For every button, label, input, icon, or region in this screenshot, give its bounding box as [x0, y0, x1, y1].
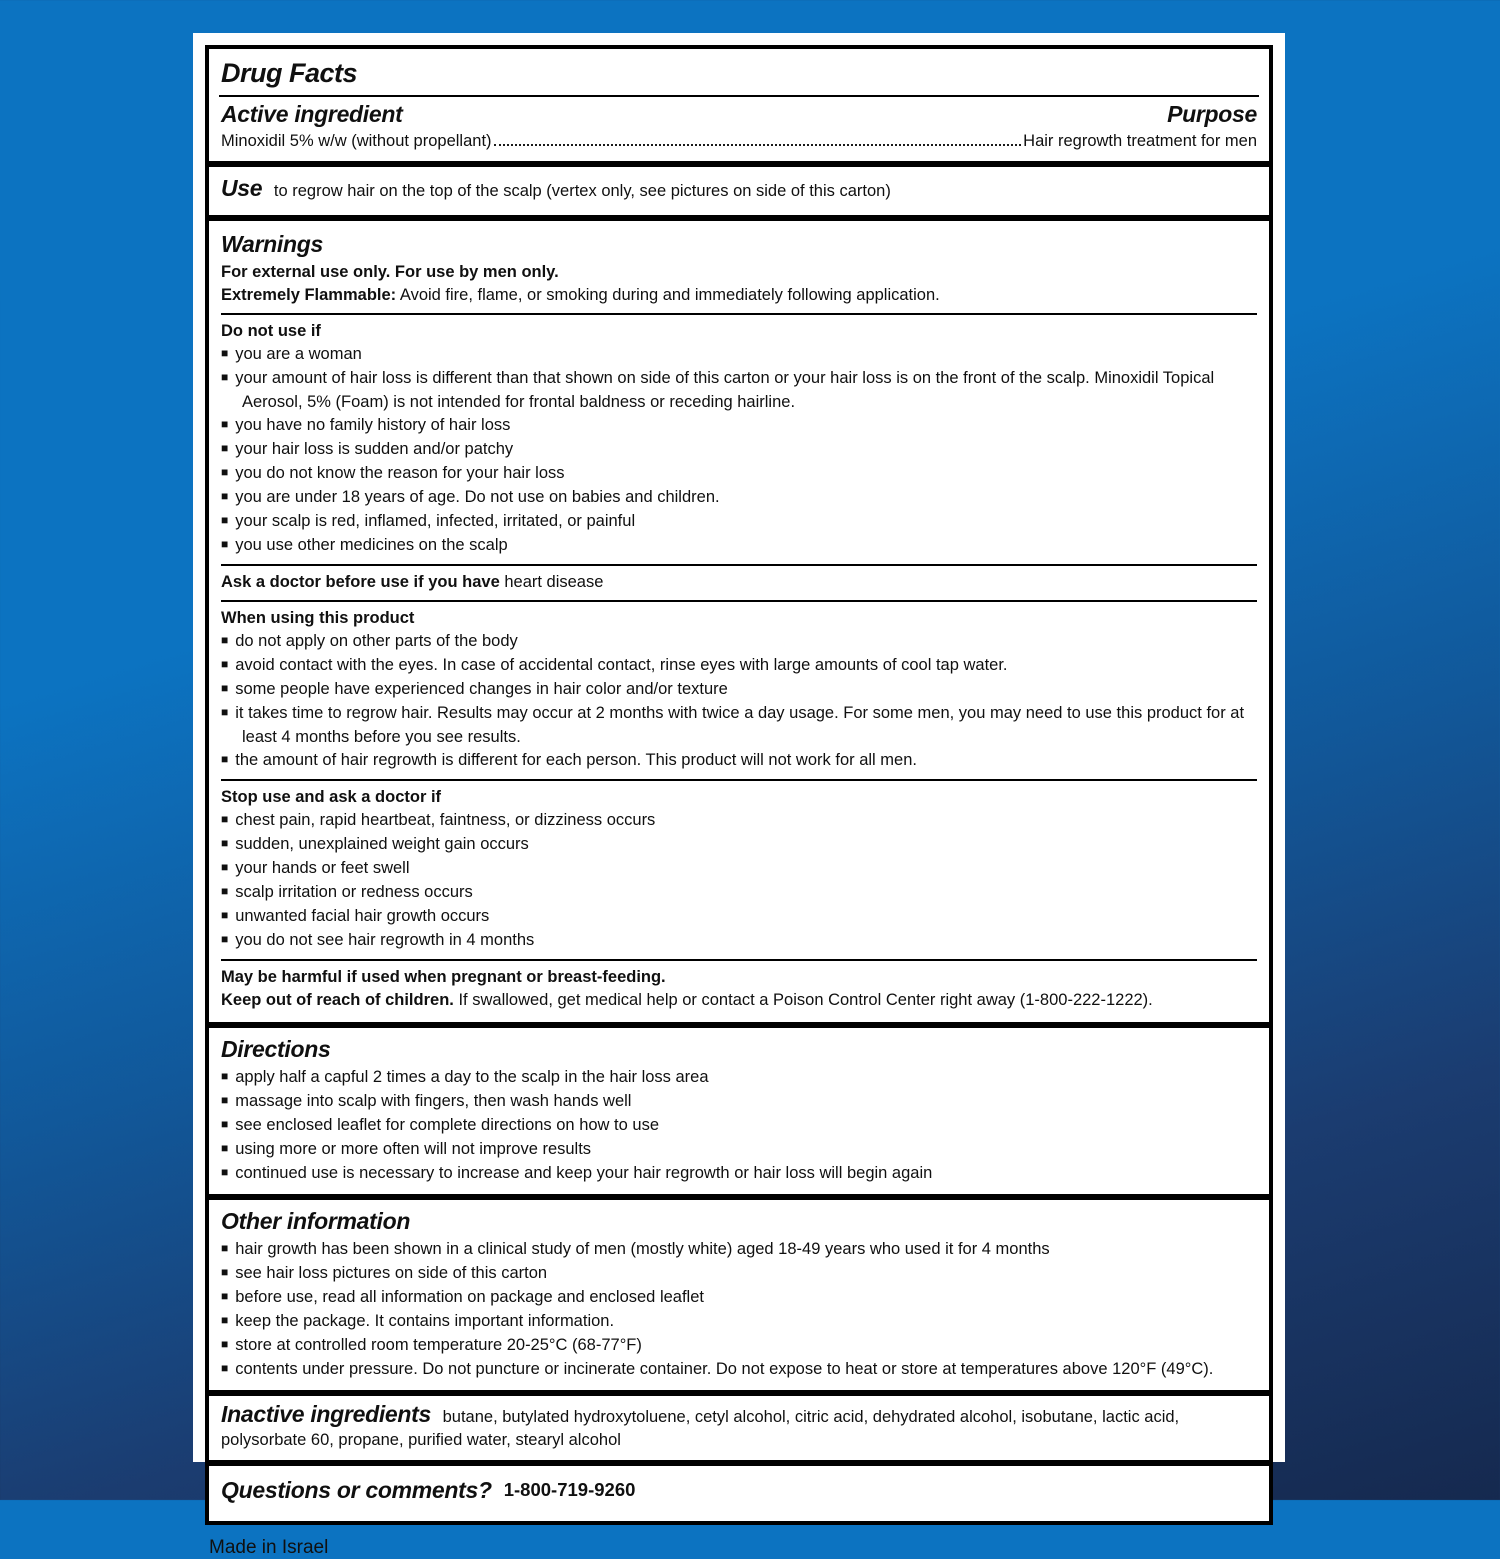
when-using-list — [221, 630, 1257, 773]
list-item — [221, 857, 1257, 881]
bullet-square-icon: ■ — [221, 1069, 229, 1083]
bullet-text: your amount of hair loss is different than that shown on side of this carton or your hair loss is on the front of the scalp. Minoxidil Topical Aerosol, 5% (Foam) is not intended for frontal baldness or receding hairline. — [235, 369, 1215, 411]
bullet-square-icon: ■ — [221, 370, 229, 384]
bullet-text: you do not know the reason for your hair loss — [235, 464, 565, 482]
bullet-square-icon: ■ — [221, 705, 229, 719]
bullet-text: massage into scalp with fingers, then wash hands well — [235, 1092, 632, 1110]
bullet-square-icon: ■ — [221, 417, 229, 431]
bullet-text: before use, read all information on package and enclosed leaflet — [235, 1288, 704, 1306]
warnings-heading: Warnings — [221, 231, 323, 257]
inactive-ingredients-text: butane, butylated hydroxytoluene, cetyl alcohol, citric acid, dehydrated alcohol, isobutane, lactic acid, polysorbate 60, propane, purified water, stearyl alcohol — [221, 1408, 1180, 1449]
bullet-square-icon: ■ — [221, 1337, 229, 1351]
bullet-text: see hair loss pictures on side of this carton — [235, 1264, 548, 1282]
ask-doctor-lead: Ask a doctor before use if you have — [221, 573, 500, 591]
ask-doctor-rest: heart disease — [504, 573, 604, 591]
bullet-square-icon: ■ — [221, 932, 229, 946]
bullet-text: store at controlled room temperature 20-25°C (68-77°F) — [235, 1336, 642, 1354]
bullet-text: you are a woman — [235, 345, 362, 363]
directions-list — [221, 1066, 1257, 1186]
bullet-text: your scalp is red, inflamed, infected, irritated, or painful — [235, 512, 636, 530]
list-item — [221, 343, 1257, 367]
list-item — [221, 367, 1257, 414]
flammable-lead: Extremely Flammable: — [221, 286, 397, 304]
bullet-square-icon: ■ — [221, 513, 229, 527]
inactive-ingredients-line — [221, 1403, 1257, 1452]
bullet-square-icon: ■ — [221, 1361, 229, 1375]
bullet-text: avoid contact with the eyes. In case of accidental contact, rinse eyes with large amounts of cool tap water. — [235, 656, 1008, 674]
bullet-square-icon: ■ — [221, 884, 229, 898]
bullet-text: continued use is necessary to increase and keep your hair regrowth or hair loss will begin again — [235, 1164, 933, 1182]
bullet-text: the amount of hair regrowth is different for each person. This product will not work for all men. — [235, 751, 917, 769]
list-item — [221, 678, 1257, 702]
section-warnings — [209, 215, 1269, 1022]
bullet-square-icon: ■ — [221, 657, 229, 671]
bullet-square-icon: ■ — [221, 812, 229, 826]
bullet-text: some people have experienced changes in hair color and/or texture — [235, 680, 728, 698]
do-not-use-heading: Do not use if — [221, 322, 321, 340]
section-title-active — [209, 49, 1269, 161]
bullet-square-icon: ■ — [221, 633, 229, 647]
bullet-text: contents under pressure. Do not puncture or incinerate container. Do not expose to heat or store at temperatures above 120°F (49°C). — [235, 1360, 1214, 1378]
list-item — [221, 749, 1257, 773]
bullet-text: do not apply on other parts of the body — [235, 632, 518, 650]
list-item — [221, 1066, 1257, 1090]
section-questions — [209, 1460, 1269, 1521]
section-other-information — [209, 1194, 1269, 1390]
active-ingredient-heading: Active ingredient — [221, 101, 403, 127]
bullet-text: apply half a capful 2 times a day to the scalp in the hair loss area — [235, 1068, 709, 1086]
list-item — [221, 1138, 1257, 1162]
bullet-text: using more or more often will not improve results — [235, 1140, 592, 1158]
list-item — [221, 905, 1257, 929]
stop-use-list — [221, 809, 1257, 953]
drug-facts-box — [205, 45, 1273, 1525]
list-item — [221, 654, 1257, 678]
list-item — [221, 1238, 1257, 1262]
ask-doctor-subsection — [221, 564, 1257, 600]
inactive-ingredients-heading: Inactive ingredients — [221, 1401, 432, 1427]
list-item — [221, 534, 1257, 558]
directions-heading: Directions — [221, 1036, 331, 1062]
purpose-value: Hair regrowth treatment for men — [1023, 132, 1257, 150]
use-text: to regrow hair on the top of the scalp (vertex only, see pictures on side of this carton) — [273, 182, 891, 200]
list-item — [221, 833, 1257, 857]
section-use — [209, 161, 1269, 215]
list-item — [221, 1114, 1257, 1138]
bullet-square-icon: ■ — [221, 1117, 229, 1131]
bullet-square-icon: ■ — [221, 1313, 229, 1327]
bullet-square-icon: ■ — [221, 1289, 229, 1303]
questions-heading: Questions or comments? — [221, 1477, 492, 1503]
list-item — [221, 881, 1257, 905]
bullet-text: unwanted facial hair growth occurs — [235, 907, 490, 925]
list-item — [221, 630, 1257, 654]
bullet-square-icon: ■ — [221, 1165, 229, 1179]
do-not-use-subsection — [221, 313, 1257, 564]
list-item — [221, 438, 1257, 462]
keep-out-line — [221, 989, 1257, 1012]
bullet-square-icon: ■ — [221, 752, 229, 766]
use-line — [221, 174, 1257, 207]
bullet-text: sudden, unexplained weight gain occurs — [235, 835, 529, 853]
bullet-text: see enclosed leaflet for complete directions on how to use — [235, 1116, 659, 1134]
list-item — [221, 1286, 1257, 1310]
bullet-square-icon: ■ — [221, 537, 229, 551]
bullet-square-icon: ■ — [221, 489, 229, 503]
bullet-text: it takes time to regrow hair. Results may occur at 2 months with twice a day usage. For some men, you may need to use this product for at least 4 months before you see results. — [235, 704, 1245, 746]
bullet-square-icon: ■ — [221, 1093, 229, 1107]
bullet-text: scalp irritation or redness occurs — [235, 883, 473, 901]
bullet-text: keep the package. It contains important information. — [235, 1312, 615, 1330]
stop-use-subsection — [221, 779, 1257, 959]
list-item — [221, 1310, 1257, 1334]
dotted-leader — [494, 144, 1022, 146]
list-item — [221, 1162, 1257, 1186]
bullet-text: your hair loss is sudden and/or patchy — [235, 440, 514, 458]
stop-use-heading: Stop use and ask a doctor if — [221, 788, 442, 806]
ask-doctor-line — [221, 571, 1257, 594]
list-item — [221, 414, 1257, 438]
bullet-square-icon: ■ — [221, 1265, 229, 1279]
do-not-use-list — [221, 343, 1257, 558]
active-ingredient-header-row — [221, 101, 1257, 128]
keep-out-lead: Keep out of reach of children. — [221, 991, 454, 1009]
list-item — [221, 1358, 1257, 1382]
other-information-heading: Other information — [221, 1208, 411, 1234]
questions-phone-number: 1-800-719-9260 — [503, 1479, 636, 1500]
bullet-square-icon: ■ — [221, 681, 229, 695]
active-ingredient-name: Minoxidil 5% w/w (without propellant) — [221, 132, 492, 150]
bullet-text: chest pain, rapid heartbeat, faintness, or dizziness occurs — [235, 811, 656, 829]
list-item — [221, 486, 1257, 510]
drug-facts-title: Drug Facts — [221, 58, 358, 88]
bullet-text: hair growth has been shown in a clinical study of men (mostly white) aged 18-49 years who used it for 4 months — [235, 1240, 1050, 1258]
list-item — [221, 1334, 1257, 1358]
bullet-text: you have no family history of hair loss — [235, 416, 511, 434]
flammable-rest: Avoid fire, flame, or smoking during and immediately following application. — [399, 286, 940, 304]
list-item — [221, 462, 1257, 486]
list-item — [221, 1262, 1257, 1286]
list-item — [221, 929, 1257, 953]
bullet-square-icon: ■ — [221, 1141, 229, 1155]
use-heading: Use — [221, 175, 263, 201]
questions-line — [221, 1473, 1257, 1513]
bullet-square-icon: ■ — [221, 441, 229, 455]
external-use-line: For external use only. For use by men only. — [221, 263, 559, 281]
list-item — [221, 1090, 1257, 1114]
bullet-text: you are under 18 years of age. Do not use on babies and children. — [235, 488, 720, 506]
active-ingredient-row — [221, 130, 1257, 153]
bullet-square-icon: ■ — [221, 1241, 229, 1255]
bullet-square-icon: ■ — [221, 346, 229, 360]
bullet-square-icon: ■ — [221, 860, 229, 874]
bullet-text: your hands or feet swell — [235, 859, 410, 877]
warnings-intro — [221, 225, 1257, 313]
purpose-heading: Purpose — [1167, 101, 1257, 127]
divider — [219, 95, 1259, 97]
when-using-heading: When using this product — [221, 609, 415, 627]
made-in-text: Made in Israel — [209, 1537, 329, 1558]
label-panel — [193, 33, 1285, 1558]
bullet-text: you use other medicines on the scalp — [235, 536, 508, 554]
pregnancy-subsection — [221, 959, 1257, 1022]
other-information-list — [221, 1238, 1257, 1382]
section-directions — [209, 1022, 1269, 1194]
bullet-square-icon: ■ — [221, 465, 229, 479]
bullet-square-icon: ■ — [221, 908, 229, 922]
keep-out-rest: If swallowed, get medical help or contact a Poison Control Center right away (1-800-222-1222). — [458, 991, 1153, 1009]
list-item — [221, 702, 1257, 749]
bullet-text: you do not see hair regrowth in 4 months — [235, 931, 535, 949]
list-item — [221, 510, 1257, 534]
pregnancy-line: May be harmful if used when pregnant or breast-feeding. — [221, 968, 666, 986]
list-item — [221, 809, 1257, 833]
section-inactive-ingredients — [209, 1390, 1269, 1460]
flammable-line — [221, 284, 1257, 307]
when-using-subsection — [221, 600, 1257, 779]
bullet-square-icon: ■ — [221, 836, 229, 850]
